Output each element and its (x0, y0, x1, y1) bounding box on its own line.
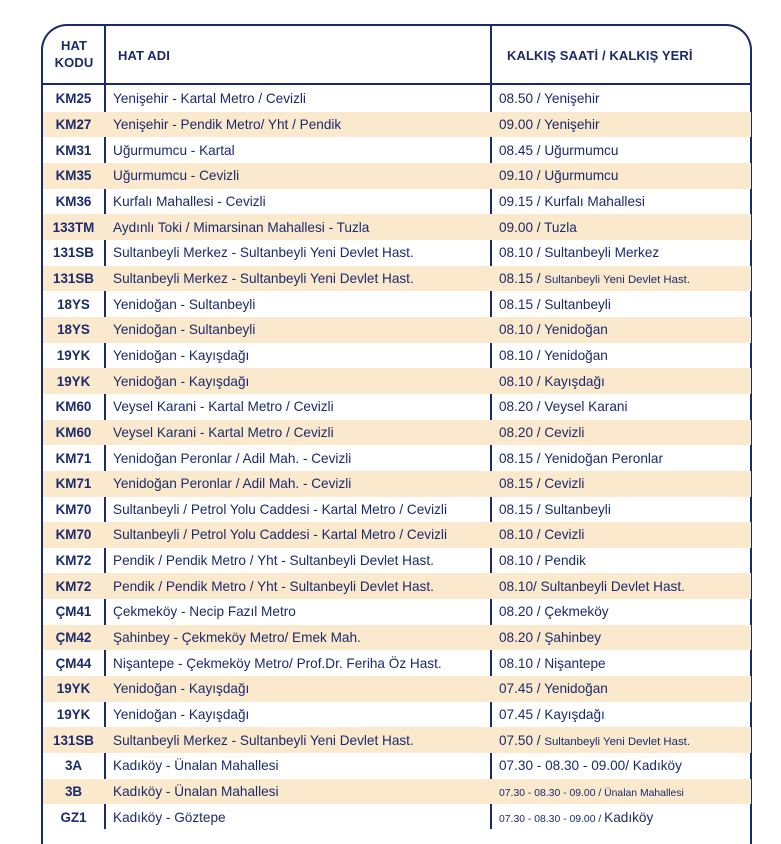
table-row (43, 471, 751, 497)
departure-time: 08.15 / Sultanbeyli (499, 501, 611, 517)
line-code: KM25 (55, 91, 92, 107)
line-name: Yenidoğan - Kayışdağı (113, 681, 250, 697)
line-code: 133TM (52, 219, 95, 235)
line-name: Aydınlı Toki / Mimarsinan Mahallesi - Tuzla (113, 219, 370, 235)
line-code: ÇM41 (55, 604, 92, 620)
departure-info (499, 425, 584, 440)
line-code: KM60 (55, 399, 92, 415)
line-name: Yenidoğan - Kayışdağı (113, 373, 250, 389)
departure-place-small: 07.30 - 08.30 - 09.00 / Ünalan Mahallesi (499, 788, 684, 800)
table-row (43, 625, 751, 651)
table-row (43, 214, 751, 240)
line-code: 19YK (56, 707, 91, 723)
departure-time: 08.15 / Sultanbeyli (499, 296, 611, 312)
header-line-name: HAT ADI (118, 48, 170, 63)
line-name: Yenidoğan - Kayışdağı (113, 707, 250, 723)
departure-time: 09.00 / Yenişehir (499, 116, 600, 132)
schedule-table-body (43, 86, 751, 830)
departure-time: 08.10 / Yenidoğan (499, 347, 608, 363)
departure-time: 09.10 / Uğurmumcu (499, 168, 619, 184)
table-row (43, 137, 751, 163)
line-name: Kadıköy - Ünalan Mahallesi (113, 784, 279, 800)
table-row (43, 650, 751, 676)
departure-info (499, 399, 627, 414)
departure-info (499, 348, 608, 363)
header-code-line1: HAT (60, 38, 88, 53)
line-name: Şahinbey - Çekmeköy Metro/ Emek Mah. (113, 630, 361, 646)
line-code: 131SB (53, 732, 94, 748)
line-code: KM70 (55, 527, 92, 543)
line-name: Veysel Karani - Kartal Metro / Cevizli (113, 399, 334, 415)
departure-info (499, 117, 600, 132)
departure-info (499, 143, 618, 158)
departure-time: 09.00 / Tuzla (499, 219, 577, 235)
line-code: KM35 (55, 168, 92, 184)
departure-time: 08.20 / Veysel Karani (499, 399, 628, 415)
line-name: Kurfalı Mahallesi - Cevizli (113, 193, 266, 209)
departure-time: 07.30 - 08.30 - 09.00/ Kadıköy (499, 758, 682, 774)
line-name: Yenidoğan - Sultanbeyli (113, 296, 256, 312)
departure-time: 08.15 / Cevizli (499, 476, 585, 492)
line-code: KM71 (55, 476, 92, 492)
departure-info (499, 476, 584, 491)
table-row (43, 163, 751, 189)
departure-time: 08.50 / Yenişehir (499, 91, 600, 107)
line-name: Kadıköy - Ünalan Mahallesi (113, 758, 279, 774)
table-row (43, 394, 751, 420)
line-code: KM60 (55, 424, 92, 440)
departure-info (499, 733, 690, 748)
line-name: Uğurmumcu - Kartal (113, 142, 235, 158)
table-row (43, 548, 751, 574)
line-name: Yenişehir - Pendik Metro/ Yht / Pendik (113, 116, 342, 132)
departure-time: 07.45 / Kayışdağı (499, 707, 605, 723)
table-row (43, 317, 751, 343)
table-row (43, 599, 751, 625)
line-code: 131SB (53, 245, 94, 261)
line-code: 3A (64, 758, 83, 774)
line-name: Yenidoğan Peronlar / Adil Mah. - Cevizli (113, 450, 352, 466)
table-row (43, 266, 751, 292)
table-row (43, 291, 751, 317)
departure-time: 08.15 / (499, 270, 545, 286)
line-code: 18YS (57, 296, 90, 312)
departure-time: 08.10 / Pendik (499, 553, 586, 569)
departure-time: 08.20 / Cevizli (499, 424, 585, 440)
departure-time: 07.45 / Yenidoğan (499, 681, 608, 697)
table-row (43, 702, 751, 728)
departure-time: 07.50 / (499, 732, 545, 748)
departure-info (499, 707, 605, 722)
line-name: Yenidoğan Peronlar / Adil Mah. - Cevizli (113, 476, 352, 492)
line-name: Sultanbeyli / Petrol Yolu Caddesi - Kartal Metro / Cevizli (113, 501, 447, 517)
departure-info (499, 245, 659, 260)
table-row (43, 522, 751, 548)
line-name: Kadıköy - Göztepe (113, 809, 226, 825)
departure-info (499, 810, 653, 825)
departure-time: 08.10 / Sultanbeyli Merkez (499, 245, 660, 261)
line-code: KM71 (55, 450, 92, 466)
departure-info (499, 451, 663, 466)
line-code: ÇM42 (55, 630, 92, 646)
table-row (43, 753, 751, 779)
departure-place-small: Sultanbeyli Yeni Devlet Hast. (544, 735, 690, 748)
table-row (43, 368, 751, 394)
header-departure: KALKIŞ SAATİ / KALKIŞ YERİ (507, 48, 693, 63)
departure-info (499, 502, 611, 517)
line-name: Yenişehir - Kartal Metro / Cevizli (113, 91, 306, 107)
line-name: Sultanbeyli Merkez - Sultanbeyli Yeni Devlet Hast. (113, 732, 414, 748)
departure-info (499, 322, 608, 337)
departure-time: 08.20 / Şahinbey (499, 630, 602, 646)
departure-info (499, 527, 584, 542)
departure-time: 08.10 / Kayışdağı (499, 373, 605, 389)
table-row (43, 727, 751, 753)
departure-place-small: 07.30 - 08.30 - 09.00 / (499, 813, 605, 825)
line-name: Çekmeköy - Necip Fazıl Metro (113, 604, 296, 620)
line-code: KM72 (55, 553, 92, 569)
departure-info (499, 579, 685, 594)
departure-place: Kadıköy (604, 809, 654, 825)
departure-time: 08.10/ Sultanbeyli Devlet Hast. (499, 578, 685, 594)
departure-time: 09.15 / Kurfalı Mahallesi (499, 193, 645, 209)
departure-info (499, 194, 645, 209)
line-code: 3B (64, 784, 83, 800)
line-name: Sultanbeyli Merkez - Sultanbeyli Yeni Devlet Hast. (113, 270, 414, 286)
line-name: Pendik / Pendik Metro / Yht - Sultanbeyli Devlet Hast. (113, 578, 434, 594)
departure-info (499, 681, 608, 696)
departure-info (499, 168, 618, 183)
departure-time: 08.10 / Yenidoğan (499, 322, 608, 338)
table-row (43, 420, 751, 446)
departure-info (499, 784, 684, 799)
line-code: GZ1 (60, 809, 87, 825)
line-code: KM27 (55, 116, 92, 132)
line-name: Yenidoğan - Kayışdağı (113, 347, 250, 363)
header-code-line2: KODU (54, 55, 94, 70)
line-code: 19YK (56, 347, 91, 363)
departure-info (499, 630, 601, 645)
line-code: 19YK (56, 681, 91, 697)
departure-time: 08.15 / Yenidoğan Peronlar (499, 450, 664, 466)
line-name: Sultanbeyli Merkez - Sultanbeyli Yeni Devlet Hast. (113, 245, 414, 261)
departure-info (499, 271, 690, 286)
departure-info (499, 297, 611, 312)
header-separator (41, 83, 752, 85)
departure-place-small: Sultanbeyli Yeni Devlet Hast. (544, 273, 690, 286)
line-name: Veysel Karani - Kartal Metro / Cevizli (113, 424, 334, 440)
departure-time: 08.45 / Uğurmumcu (499, 142, 619, 158)
table-row (43, 676, 751, 702)
departure-time: 08.20 / Çekmeköy (499, 604, 609, 620)
line-name: Yenidoğan - Sultanbeyli (113, 322, 256, 338)
header-line-code (43, 37, 105, 71)
departure-info (499, 656, 606, 671)
departure-info (499, 553, 586, 568)
line-code: 131SB (53, 270, 94, 286)
departure-info (499, 604, 609, 619)
table-row (43, 445, 751, 471)
departure-info (499, 220, 577, 235)
departure-info (499, 758, 682, 773)
departure-info (499, 374, 605, 389)
line-name: Nişantepe - Çekmeköy Metro/ Prof.Dr. Feriha Öz Hast. (113, 655, 442, 671)
table-row (43, 779, 751, 805)
line-name: Pendik / Pendik Metro / Yht - Sultanbeyli Devlet Hast. (113, 553, 434, 569)
line-code: KM72 (55, 578, 92, 594)
line-code: KM36 (55, 193, 92, 209)
departure-time: 08.10 / Cevizli (499, 527, 585, 543)
table-row (43, 189, 751, 215)
departure-info (499, 91, 600, 106)
table-row (43, 573, 751, 599)
table-row (43, 804, 751, 830)
table-row (43, 343, 751, 369)
line-name: Uğurmumcu - Cevizli (113, 168, 240, 184)
line-code: KM31 (55, 142, 92, 158)
line-name: Sultanbeyli / Petrol Yolu Caddesi - Kartal Metro / Cevizli (113, 527, 447, 543)
line-code: KM70 (55, 501, 92, 517)
table-row (43, 240, 751, 266)
table-row (43, 112, 751, 138)
table-row (43, 497, 751, 523)
line-code: 19YK (56, 373, 91, 389)
line-code: ÇM44 (55, 655, 92, 671)
table-row (43, 86, 751, 112)
line-code: 18YS (57, 322, 90, 338)
departure-time: 08.10 / Nişantepe (499, 655, 606, 671)
